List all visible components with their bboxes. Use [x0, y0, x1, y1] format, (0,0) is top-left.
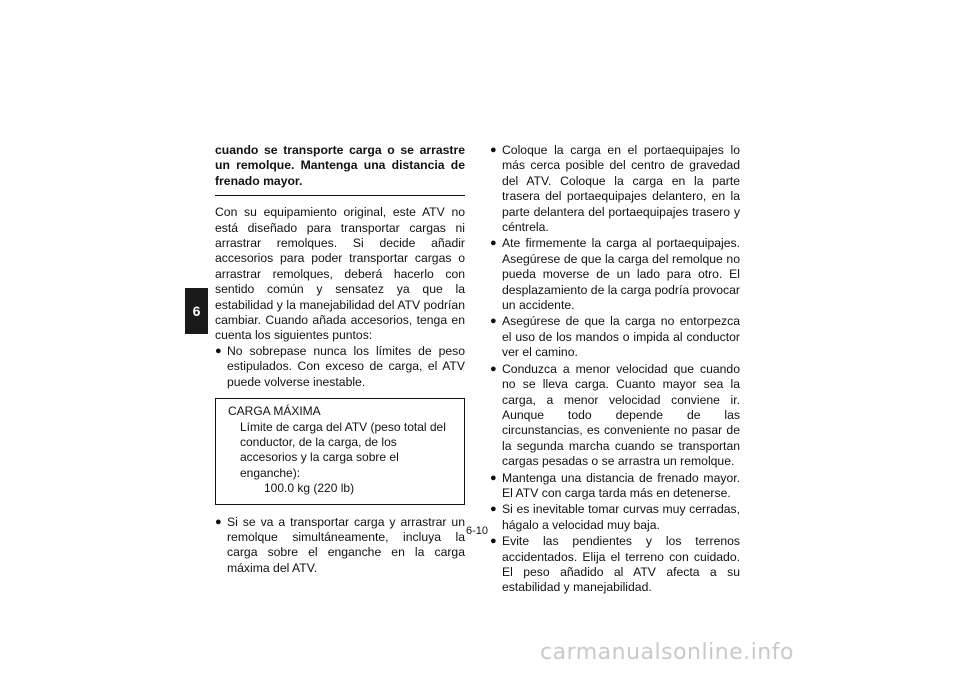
bullet-icon: ● [215, 515, 222, 528]
max-load-title: CARGA MÁXIMA [228, 404, 321, 419]
list-item [490, 534, 740, 596]
bullet-icon: ● [490, 503, 497, 516]
bullet-text: Si es inevitable tomar curvas muy cerradas, hágalo a velocidad muy baja. [502, 502, 740, 532]
bullet-text: No sobrepase nunca los límites de peso estipulados. Con exceso de carga, el ATV puede volverse inestable. [227, 343, 465, 389]
intro-paragraph: Con su equipamiento original, este ATV no está diseñado para transportar cargas ni arrastrar remolques. Si decide añadir accesorios para poder transportar cargas o arrastrar remolques, deberá hacerlo con sentido común y sensatez ya que la estabilidad y la manejabilidad del ATV podrían cambiar. Cuando añada accesorios, tenga en cuenta los siguientes puntos: [215, 205, 465, 343]
list-item [490, 314, 740, 360]
watermark: carmanualsonline.info [540, 640, 794, 665]
bullet-icon: ● [490, 471, 497, 484]
left-column [215, 143, 465, 576]
bullet-text: Coloque la carga en el portaequipajes lo más cerca posible del centro de gravedad del ATV. Coloque la carga en la parte trasera del portaequipajes delantero, en la parte delantera del portaequipajes trasero y céntrela. [502, 143, 740, 235]
bullet-icon: ● [490, 237, 497, 250]
bullet-icon: ● [490, 535, 497, 548]
list-item [490, 502, 740, 533]
bullet-text: Mantenga una distancia de frenado mayor. El ATV con carga tarda más en detenerse. [502, 470, 740, 500]
page-number: 6-10 [466, 525, 489, 537]
max-load-value: 100.0 kg (220 lb) [264, 481, 355, 496]
list-item [490, 236, 740, 313]
bullet-text: Ate firmemente la carga al portaequipajes. Asegúrese de que la carga del remolque no pueda moverse de un lado para otro. El desplazamiento de la carga podría provocar un accidente. [502, 236, 740, 313]
list-item [215, 515, 465, 577]
list-item [490, 362, 740, 470]
list-item [215, 344, 465, 390]
max-load-box [215, 398, 465, 504]
bullet-icon: ● [490, 315, 497, 328]
max-load-description: Límite de carga del ATV (peso total del conductor, de la carga, de los accesorios y la carga sobre el enganche): [240, 419, 446, 480]
bullet-text: Si se va a transportar carga y arrastrar un remolque simultáneamente, incluya la carga sobre el enganche en la carga máxima del ATV. [227, 514, 465, 575]
list-item [490, 143, 740, 235]
bullet-text: Conduzca a menor velocidad que cuando no se lleva carga. Cuanto mayor sea la carga, a menor velocidad conviene ir. Aunque todo depende de las circunstancias, es conveniente no pasar de la segunda marcha cuando se transportan cargas pesadas o se arrastra un remolque. [502, 361, 740, 469]
bullet-icon: ● [490, 362, 497, 375]
section-tab: 6 [185, 288, 208, 334]
warning-heading: cuando se transporte carga o se arrastre un remolque. Mantenga una distancia de frenado mayor. [215, 143, 465, 188]
heading-rule [215, 195, 465, 196]
bullet-text: Asegúrese de que la carga no entorpezca el uso de los mandos o impida al conductor ver el camino. [502, 314, 740, 360]
right-column [490, 143, 740, 597]
list-item [490, 471, 740, 502]
bullet-icon: ● [215, 344, 222, 357]
bullet-icon: ● [490, 144, 497, 156]
bullet-text: Evite las pendientes y los terrenos accidentados. Elija el terreno con cuidado. El peso añadido al ATV afecta a su estabilidad y manejabilidad. [502, 534, 740, 595]
